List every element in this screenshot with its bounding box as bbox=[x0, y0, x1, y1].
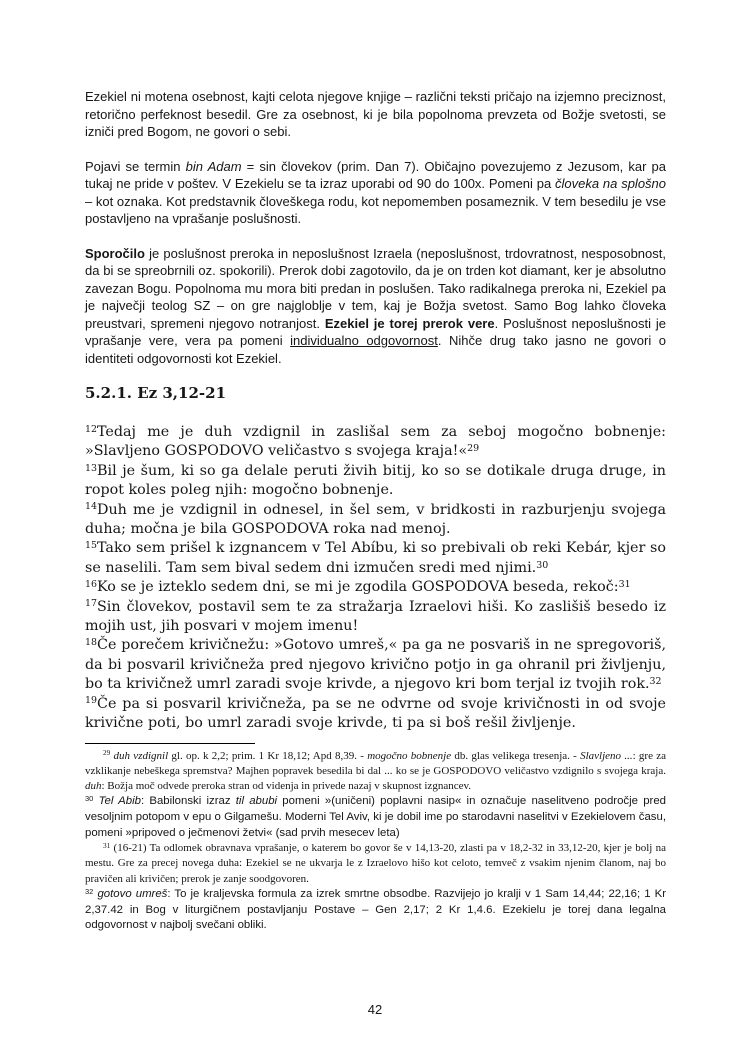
page-number: 42 bbox=[367, 1002, 383, 1017]
page-content bbox=[85, 88, 666, 934]
verse-13: $^{13}$Bil je šum, ki so ga delale peruti živih bitij, ko so se dotikale druga druge, in ropot koles poleg njih: mogočno bobnenje. bbox=[85, 462, 666, 499]
verse-17: $^{17}$Sin človekov, postavil sem te za stražarja Izraelovi hiši. Ko zaslišiš besedo iz mojih ust, jih posvari v mojem imenu! bbox=[85, 598, 666, 635]
footnote-32: $^{32}$ gotovo umreš: To je kraljevska formula za izrek smrtne obsodbe. Razvijejo jo kralji v 1 Sam 14,44; 22,16; 1 Kr 2,37.42 in Bog v liturgičnem postavljanju Postave – Gen 2,17; 2 Kr 1,4.6. Ezekielu je torej dana legalna odgovornost v najbolj svečani obliki. bbox=[85, 886, 666, 932]
verse-18: $^{18}$Če porečem krivičnežu: »Gotovo umreš,« pa ga ne posvariš in ne spregovoriš, da bi posvaril krivičneža pred njegovo krivično potjo in ga ohranil pri življenju, bo ta krivičnež umrl zaradi svoje krivde, a njegovo kri bom terjal iz tvojih rok.$^{32}$ bbox=[85, 637, 666, 693]
footnote-31: $^{31}$ (16-21) Ta odlomek obravnava vprašanje, o katerem bo govor še v 14,13-20, zlasti pa v 18,2-32 in 33,12-20, kjer je bolj na mestu. Gre za precej novega duha: Ezekiel se ne ukvarja le z Izraelovo hišo kot celoto, temveč z vsakim njenim članom, naj bo pravičen ali krivičen; prerok je zanje soodgovoren. bbox=[85, 841, 666, 885]
footnote-30: $^{30}$ Tel Abib: Babilonski izraz til abubi pomeni »(uničeni) poplavni nasip« in označuje naselitveno področje pred vesoljnim potopom v epu o Gilgamešu. Moderni Tel Aviv, ki je dobil ime po starodavni naselitvi v Ezekielovem času, pomeni »pripoved o ječmenovi žetvi« (sad prvih mesecev leta) bbox=[85, 794, 666, 839]
paragraph-bin-adam: Pojavi se termin bin Adam = sin človekov (prim. Dan 7). Običajno povezujemo z Jezusom, kar pa tukaj ne pride v poštev. V Ezekielu se ta izraz uporabi od 90 do 100x. Pomeni pa človeka na splošno – kot oznaka. Kot predstavnik človeškega rodu, kot nepomemben posameznik. V tem besedilu je vse postavljeno na vprašanje poslušnosti. bbox=[85, 158, 667, 226]
verse-14: $^{14}$Duh me je vzdignil in odnesel, in šel sem, v bridkosti in razburjenju svojega duha; močna je bila GOSPODOVA roka nad menoj. bbox=[85, 501, 666, 538]
footnotes-section bbox=[85, 749, 666, 934]
footnote-separator bbox=[85, 743, 255, 744]
footnote-29: $^{29}$ duh vzdignil gl. op. k 2,2; prim. 1 Kr 18,12; Apd 8,39. - mogočno bobnenje db. glas velikega tresenja. - Slavljeno ...: gre za vzklikanje nebeškega spremstva? Majhen popravek besedila bi dal ... ko se je GOSPODOVO veličastvo vzdignilo s svojega kraja. duh: Božja moč odvede preroka stran od videnja in privede nazaj v skupnost izgnancev. bbox=[85, 749, 666, 793]
verse-15: $^{15}$Tako sem prišel k izgnancem v Tel Abíbu, ki so prebivali ob reki Kebár, kjer so se naselili. Tam sem bival sedem dni izmučen sredi med njimi.$^{30}$ bbox=[85, 540, 666, 576]
verse-19: $^{19}$Če pa si posvaril krivičneža, pa se ne odvrne od svoje krivičnosti in od svoje krivične poti, bo umrl zaradi svoje krivde, ti pa si boš rešil življenje. bbox=[85, 695, 666, 732]
paragraph-ezekiel-osebnost: Ezekiel ni motena osebnost, kajti celota njegove knjige – različni teksti pričajo na izjemno preciznost, retorično perfeknost besedil. Gre za osebnost, ki je bila popolnoma prevzeta od Božje svetosti, se izniči pred Bogom, ne govori o sebi. bbox=[85, 89, 666, 139]
bible-passage bbox=[85, 423, 666, 734]
section-heading: 5.2.1. Ez 3,12-21 bbox=[85, 384, 227, 402]
verse-12: $^{12}$Tedaj me je duh vzdignil in zaslišal sem za seboj mogočno bobnenje: »Slavljeno GOSPODOVO veličastvo s svojega kraja!«$^{29}$ bbox=[85, 423, 666, 460]
verse-16: $^{16}$Ko se je izteklo sedem dni, se mi je zgodila GOSPODOVA beseda, rekoč:$^{31}$ bbox=[85, 579, 631, 596]
paragraph-sporocilo: Sporočilo je poslušnost preroka in neposlušnost Izraela (neposlušnost, trdovratnost, nesposobnost, da bi se spreobrnili oz. spokorili). Prerok dobi zagotovilo, da je on trden kot diamant, ker je absolutno zavezan Bogu. Popolnoma mu mora biti predan in poslušen. Tako radikalnega preroka ni, Ezekiel pa je največji teolog SZ – on gre najgloblje v tem, kaj je Božja svetost. Samo Bog lahko človeka preustvari, spremeni njegovo notranjost. Ezekiel je torej prerok vere. Poslušnost neposlušnosti je vprašanje vere, vera pa pomeni individualno odgovornost. Nihče drug tako jasno ne govori o identiteti odgovornosti kot Ezekiel. bbox=[85, 245, 666, 366]
